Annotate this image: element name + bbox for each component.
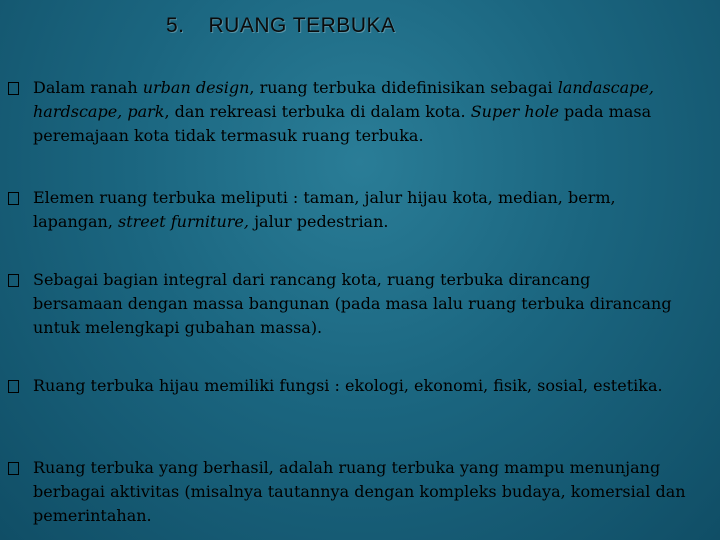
title-text: RUANG TERBUKA xyxy=(208,14,396,37)
bullet-item xyxy=(8,374,708,399)
text-run: , dan rekreasi terbuka di dalam kota. xyxy=(164,102,471,121)
text-run: Ruang terbuka hijau memiliki fungsi : ekologi, ekonomi, fisik, sosial, estetika. xyxy=(33,376,663,395)
bullet-box-icon xyxy=(8,186,26,234)
bullet-text xyxy=(33,76,693,148)
text-run: Dalam ranah xyxy=(33,78,143,97)
text-run: Ruang terbuka yang berhasil, adalah ruang terbuka yang mampu menunjang berbagai aktivitas (misalnya tautannya dengan kompleks budaya, komersial dan pemerintahan. xyxy=(33,458,686,525)
italic-term: Super hole xyxy=(470,102,559,121)
bullet-text xyxy=(33,268,678,340)
bullet-box-icon xyxy=(8,76,26,148)
bullet-box-icon xyxy=(8,374,26,399)
text-run: jalur pedestrian. xyxy=(248,212,389,231)
text-run: pada masa peremajaan kota tidak termasuk ruang terbuka. xyxy=(33,102,652,145)
bullet-item xyxy=(8,186,708,234)
bullet-text xyxy=(33,374,693,399)
bullet-text xyxy=(33,186,673,234)
bullet-item xyxy=(8,76,708,148)
title-number: 5. xyxy=(166,14,185,37)
bullet-text xyxy=(33,456,693,528)
text-run: Sebagai bagian integral dari rancang kota, ruang terbuka dirancang bersamaan dengan massa bangunan (pada masa lalu ruang terbuka dirancang untuk melengkapi gubahan massa). xyxy=(33,270,672,337)
bullet-item xyxy=(8,268,708,340)
italic-term: urban design xyxy=(142,78,250,97)
bullet-box-icon xyxy=(8,268,26,340)
slide-title xyxy=(166,14,396,38)
italic-term: street furniture, xyxy=(118,212,249,231)
text-run: , ruang terbuka didefinisikan sebagai xyxy=(249,78,558,97)
bullet-item xyxy=(8,456,708,528)
text-run: Elemen ruang terbuka meliputi : taman, jalur hijau kota, median, berm, lapangan, xyxy=(33,188,616,231)
italic-term: landascape, hardscape, park xyxy=(33,78,654,121)
bullet-box-icon xyxy=(8,456,26,528)
